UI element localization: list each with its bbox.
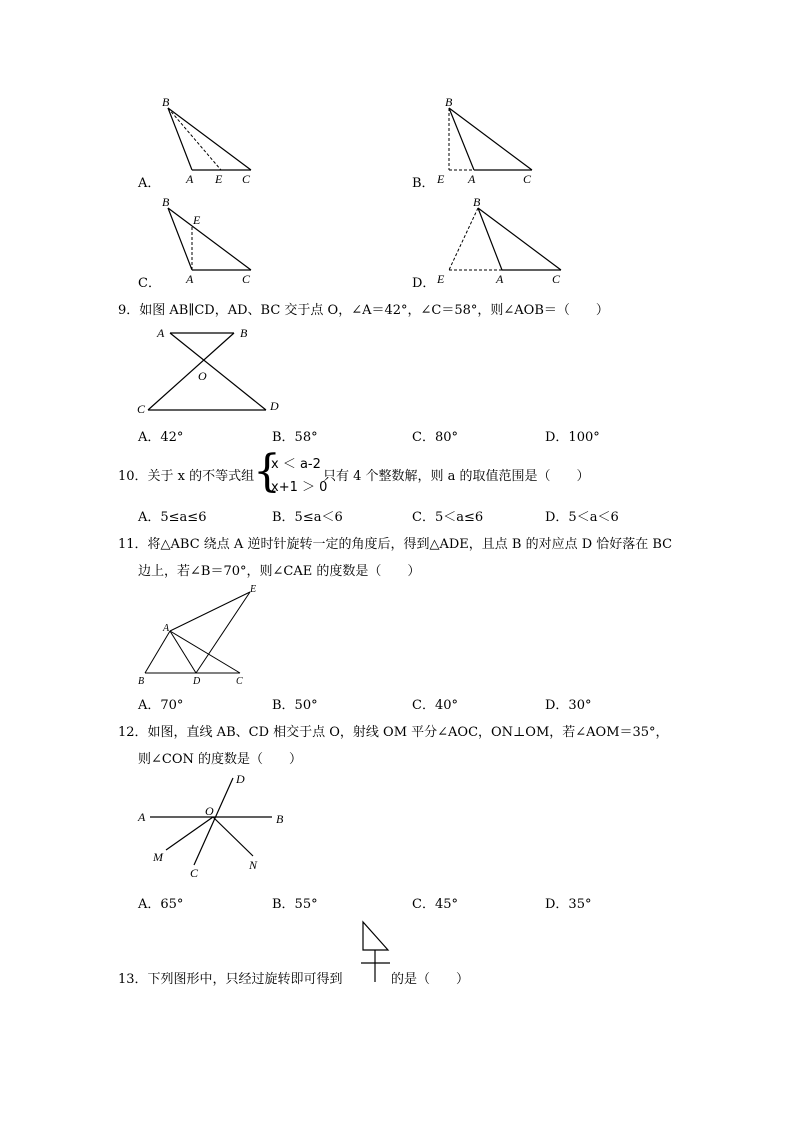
q13-inline-figure bbox=[355, 918, 391, 984]
q8-figure-b bbox=[430, 90, 550, 190]
q8-option-b[interactable]: B． bbox=[412, 176, 435, 191]
q11-option-a[interactable]: A．70° bbox=[138, 698, 184, 713]
q8d-label-c: C bbox=[552, 272, 561, 286]
q10-stem-pre: 10．关于 x 的不等式组 bbox=[118, 469, 255, 484]
q11-option-d[interactable]: D．30° bbox=[545, 698, 592, 713]
q10-ineq-2: x+1 ＞ 0 bbox=[271, 480, 328, 495]
q10-brace: { bbox=[253, 446, 281, 497]
q10-option-b[interactable]: B．5≤a＜6 bbox=[272, 510, 343, 525]
q12-label-o: O bbox=[205, 804, 214, 818]
q12-label-m: M bbox=[153, 850, 163, 864]
q12-stem-line2: 则∠CON 的度数是（ ） bbox=[138, 752, 303, 767]
q13-stem-pre: 13．下列图形中，只经过旋转即可得到 bbox=[118, 972, 343, 987]
q9-option-b[interactable]: B．58° bbox=[272, 430, 318, 445]
q8c-label-c: C bbox=[242, 272, 251, 286]
q8c-label-b: B bbox=[162, 195, 170, 209]
q10-ineq-1: x ＜ a-2 bbox=[271, 457, 321, 472]
q9-label-o: O bbox=[198, 369, 207, 383]
q11-stem-line2: 边上，若∠B＝70°，则∠CAE 的度数是（ ） bbox=[138, 564, 421, 579]
q9-option-c[interactable]: C．80° bbox=[412, 430, 458, 445]
q8b-label-e: E bbox=[437, 172, 445, 186]
q11-label-c: C bbox=[236, 676, 243, 687]
q8c-label-a: A bbox=[186, 272, 194, 286]
q9-label-d: D bbox=[270, 399, 279, 413]
q12-option-b[interactable]: B．55° bbox=[272, 897, 318, 912]
q8-option-d[interactable]: D． bbox=[412, 276, 436, 291]
q9-option-d[interactable]: D．100° bbox=[545, 430, 600, 445]
q11-label-a: A bbox=[163, 623, 170, 634]
q9-stem: 9．如图 AB∥CD，AD、BC 交于点 O，∠A＝42°，∠C＝58°，则∠AOB＝（ ） bbox=[118, 303, 609, 318]
q12-stem-line1: 12．如图，直线 AB、CD 相交于点 O，射线 OM 平分∠AOC，ON⊥OM，若∠AOM＝35°， bbox=[118, 725, 669, 740]
q12-figure bbox=[130, 768, 300, 883]
q11-label-b: B bbox=[138, 676, 145, 687]
q12-label-a: A bbox=[138, 810, 146, 824]
q8-figure-d bbox=[430, 190, 570, 290]
q8-option-c[interactable]: C． bbox=[138, 276, 161, 291]
q11-option-c[interactable]: C．40° bbox=[412, 698, 458, 713]
q9-label-b: B bbox=[240, 326, 248, 340]
q11-figure bbox=[130, 580, 270, 690]
q9-label-c: C bbox=[137, 402, 146, 416]
q10-option-a[interactable]: A．5≤a≤6 bbox=[138, 510, 207, 525]
q8-option-a[interactable]: A． bbox=[138, 176, 161, 191]
q11-stem-line1: 11．将△ABC 绕点 A 逆时针旋转一定的角度后，得到△ADE，且点 B 的对应点 D 恰好落在 BC bbox=[118, 537, 673, 552]
q9-figure bbox=[130, 320, 290, 420]
q12-option-a[interactable]: A．65° bbox=[138, 897, 184, 912]
q9-label-a: A bbox=[157, 326, 165, 340]
q8a-label-a: A bbox=[186, 172, 194, 186]
q13-stem-post: 的是（ ） bbox=[391, 972, 470, 987]
q10-option-d[interactable]: D．5＜a＜6 bbox=[545, 510, 619, 525]
q8b-label-c: C bbox=[523, 172, 532, 186]
q12-label-b: B bbox=[276, 812, 284, 826]
q8d-label-b: B bbox=[473, 195, 481, 209]
q8a-label-e: E bbox=[215, 172, 223, 186]
q8b-label-b: B bbox=[445, 95, 453, 109]
q12-option-c[interactable]: C．45° bbox=[412, 897, 458, 912]
q12-option-d[interactable]: D．35° bbox=[545, 897, 592, 912]
q12-label-n: N bbox=[249, 858, 258, 872]
q8c-label-e: E bbox=[193, 213, 201, 227]
q11-option-b[interactable]: B．50° bbox=[272, 698, 318, 713]
q8d-label-e: E bbox=[437, 272, 445, 286]
q12-label-d: D bbox=[236, 772, 245, 786]
q10-option-c[interactable]: C．5＜a≤6 bbox=[412, 510, 484, 525]
q9-option-a[interactable]: A．42° bbox=[138, 430, 184, 445]
q11-label-d: D bbox=[193, 676, 201, 687]
q12-label-c: C bbox=[190, 866, 199, 880]
q10-stem-post: 只有 4 个整数解，则 a 的取值范围是（ ） bbox=[323, 469, 590, 484]
q8b-label-a: A bbox=[468, 172, 476, 186]
q8d-label-a: A bbox=[496, 272, 504, 286]
q8a-label-c: C bbox=[242, 172, 251, 186]
q11-label-e: E bbox=[250, 584, 257, 595]
q8a-label-b: B bbox=[162, 95, 170, 109]
